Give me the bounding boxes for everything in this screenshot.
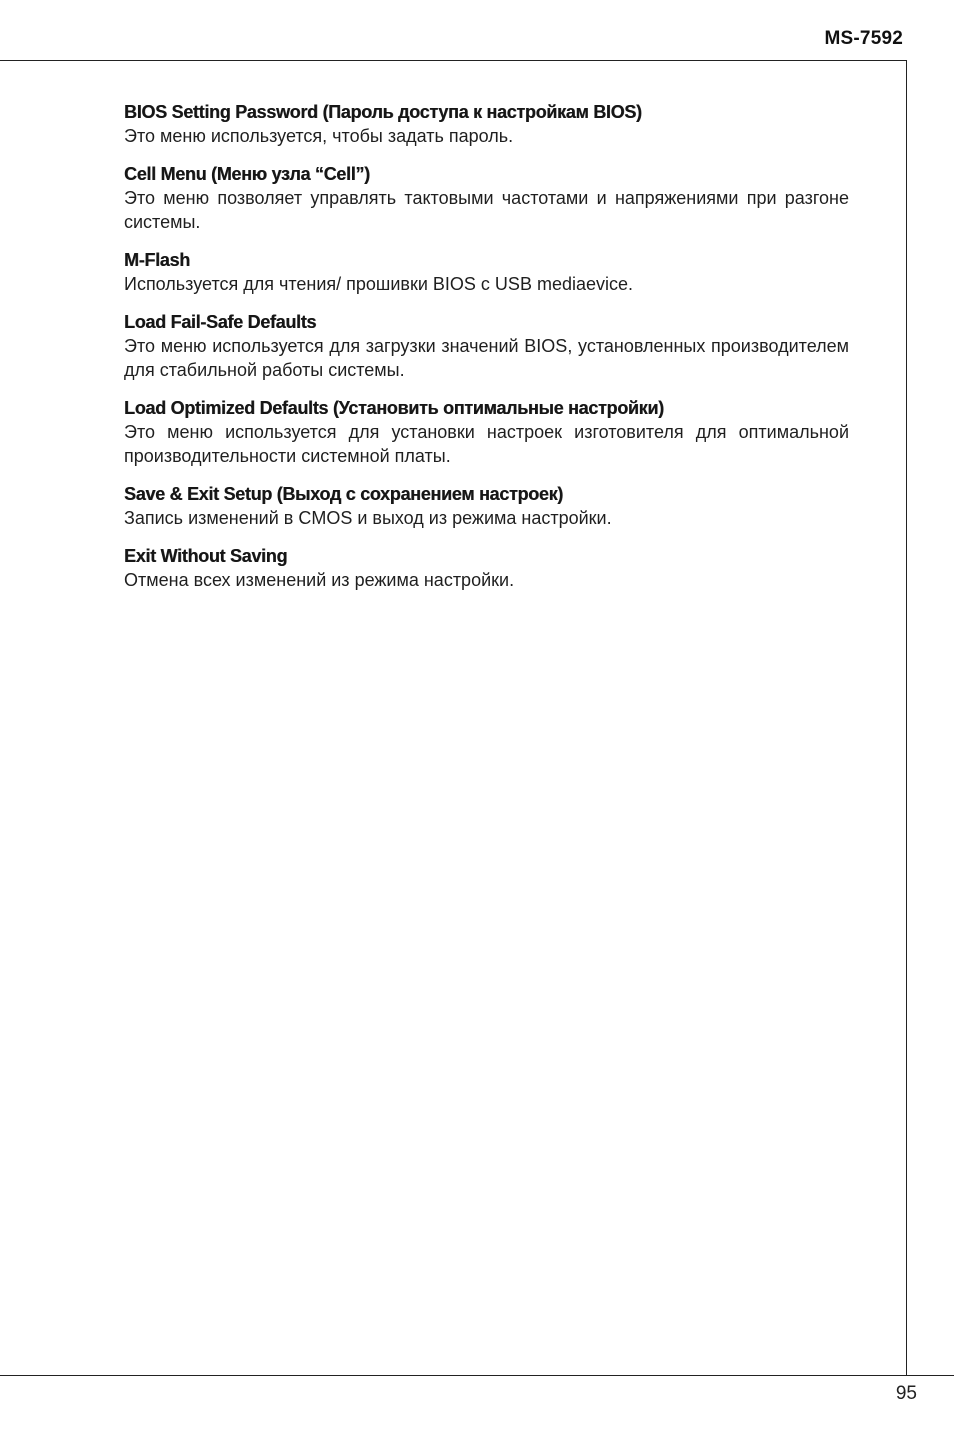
section-bios-password (124, 100, 849, 148)
page-content (124, 100, 849, 606)
section-text: Используется для чтения/ прошивки BIOS с USB mediaevice. (124, 274, 633, 294)
section-text: Это меню используется для загрузки значений BIOS, установленных производителем для стабильной работы системы. (124, 336, 849, 380)
section-title: Load Optimized Defaults (Установить оптимальные настройки) (124, 398, 664, 418)
section-title: M-Flash (124, 250, 190, 270)
section-m-flash (124, 248, 849, 296)
header-rule (0, 60, 907, 61)
section-cell-menu (124, 162, 849, 234)
section-title: Save & Exit Setup (Выход с сохранением настроек) (124, 484, 563, 504)
page-number: 95 (895, 1383, 917, 1404)
section-text: Отмена всех изменений из режима настройки. (124, 570, 515, 590)
section-text: Это меню используется для установки настроек изготовителя для оптимальной производительности системной платы. (124, 422, 849, 466)
footer-rule (0, 1375, 954, 1376)
section-title: Cell Menu (Меню узла “Cell”) (124, 164, 370, 184)
section-text: Это меню используется, чтобы задать пароль. (124, 126, 514, 146)
section-title: BIOS Setting Password (Пароль доступа к настройкам BIOS) (124, 102, 642, 122)
section-title: Exit Without Saving (124, 546, 288, 566)
model-number: MS-7592 (824, 28, 903, 49)
section-fail-safe-defaults (124, 310, 849, 382)
section-optimized-defaults (124, 396, 849, 468)
section-text: Это меню позволяет управлять тактовыми частотами и напряжениями при разгоне системы. (124, 188, 849, 232)
section-text: Запись изменений в CMOS и выход из режима настройки. (124, 508, 612, 528)
section-save-exit (124, 482, 849, 530)
page-border-right (906, 60, 907, 1376)
section-title: Load Fail-Safe Defaults (124, 312, 317, 332)
section-exit-without-saving (124, 544, 849, 592)
